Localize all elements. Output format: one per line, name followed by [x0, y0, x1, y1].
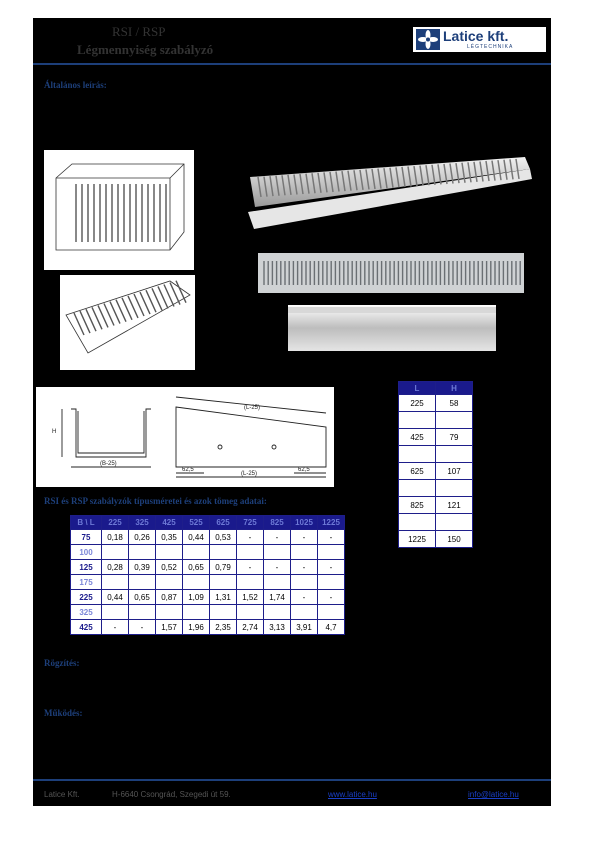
column-header-h: H — [436, 382, 473, 395]
table-cell — [156, 575, 183, 590]
table-row — [399, 429, 473, 446]
table-header-row — [399, 382, 473, 395]
table-cell — [210, 575, 237, 590]
footer-company: Latice Kft. — [44, 790, 80, 799]
table-cell — [183, 545, 210, 560]
table-cell: 0,79 — [210, 560, 237, 575]
table-cell: - — [291, 530, 318, 545]
table-row — [399, 463, 473, 480]
cell-empty — [436, 514, 473, 531]
footer-web-link[interactable]: www.latice.hu — [328, 790, 377, 799]
table-cell — [264, 575, 291, 590]
row-header: 125 — [71, 560, 102, 575]
table-cell — [264, 605, 291, 620]
table-cell: - — [291, 590, 318, 605]
table-cell: 2,74 — [237, 620, 264, 635]
table-cell: - — [237, 530, 264, 545]
table-cell: - — [318, 530, 345, 545]
column-header-l: L — [399, 382, 436, 395]
column-header: 525 — [183, 516, 210, 530]
cell-empty — [399, 446, 436, 463]
column-header: 1225 — [318, 516, 345, 530]
cell-l: 225 — [399, 395, 436, 412]
damper-photo-angled — [240, 157, 535, 235]
table-cell: - — [318, 590, 345, 605]
row-header: 425 — [71, 620, 102, 635]
page-title: RSI / RSP — [112, 24, 166, 39]
cell-empty — [399, 514, 436, 531]
table-header-row — [71, 516, 345, 530]
drawing-label-d1: 62,5 — [182, 467, 194, 473]
table-cell: - — [291, 560, 318, 575]
column-header: 425 — [156, 516, 183, 530]
drawing-label-l-bottom: (L-25) — [241, 471, 258, 477]
table-cell: 3,91 — [291, 620, 318, 635]
row-header: 325 — [71, 605, 102, 620]
table-row-empty — [399, 446, 473, 463]
damper-plate-drawing — [60, 275, 195, 370]
damper-box-drawing — [44, 150, 194, 270]
column-header: 1025 — [291, 516, 318, 530]
cell-empty — [399, 412, 436, 429]
table-cell: - — [237, 560, 264, 575]
row-header: 75 — [71, 530, 102, 545]
damper-photo-front — [258, 253, 524, 293]
table-cell: 0,26 — [129, 530, 156, 545]
footer-address: H-6640 Csongrád, Szegedi út 59. — [112, 790, 231, 799]
table-row — [71, 530, 345, 545]
drawing-label-h: H — [52, 429, 57, 435]
cell-l: 825 — [399, 497, 436, 514]
section-heading-general: Általános leírás: — [44, 80, 107, 90]
table-row-empty — [71, 605, 345, 620]
row-header: 175 — [71, 575, 102, 590]
table-cell — [129, 575, 156, 590]
table-cell — [102, 575, 129, 590]
table-cell: - — [264, 560, 291, 575]
logo-tagline: LÉGTECHNIKA — [467, 44, 514, 50]
table-cell: 1,52 — [237, 590, 264, 605]
table-cell: 0,44 — [183, 530, 210, 545]
table-cell — [156, 605, 183, 620]
cell-h: 58 — [436, 395, 473, 412]
cell-empty — [436, 446, 473, 463]
column-header: 325 — [129, 516, 156, 530]
section-heading-sizes: RSI és RSP szabályzók típusméretei és azok tömeg adatai: — [44, 496, 267, 506]
table-cell — [318, 575, 345, 590]
table-cell — [183, 575, 210, 590]
column-header: 225 — [102, 516, 129, 530]
table-cell: 0,28 — [102, 560, 129, 575]
table-cell: 0,39 — [129, 560, 156, 575]
table-cell: 0,53 — [210, 530, 237, 545]
cell-empty — [399, 480, 436, 497]
cell-l: 1225 — [399, 531, 436, 548]
table-cell — [291, 545, 318, 560]
table-row — [399, 497, 473, 514]
mass-table — [70, 515, 345, 635]
table-cell: 1,74 — [264, 590, 291, 605]
corner-header: B \ L — [71, 516, 102, 530]
row-header: 225 — [71, 590, 102, 605]
table-cell — [264, 545, 291, 560]
table-row — [71, 620, 345, 635]
table-row-empty — [399, 480, 473, 497]
cell-empty — [436, 412, 473, 429]
table-cell: 1,31 — [210, 590, 237, 605]
table-cell — [318, 605, 345, 620]
table-cell — [210, 605, 237, 620]
table-cell — [156, 545, 183, 560]
table-row — [399, 531, 473, 548]
table-cell — [129, 545, 156, 560]
footer-email-link[interactable]: info@latice.hu — [468, 790, 519, 799]
column-header: 825 — [264, 516, 291, 530]
table-row-empty — [71, 575, 345, 590]
cell-h: 107 — [436, 463, 473, 480]
cell-empty — [436, 480, 473, 497]
damper-photo-side — [288, 305, 496, 351]
table-cell: 0,87 — [156, 590, 183, 605]
drawing-label-d2: 62,5 — [298, 467, 310, 473]
length-height-table — [398, 381, 473, 548]
column-header: 725 — [237, 516, 264, 530]
company-logo — [413, 27, 546, 52]
table-cell — [291, 605, 318, 620]
table-cell — [237, 545, 264, 560]
table-cell: 4,7 — [318, 620, 345, 635]
table-cell — [210, 545, 237, 560]
table-cell: 1,57 — [156, 620, 183, 635]
table-row — [71, 560, 345, 575]
dimension-drawing — [36, 387, 334, 487]
table-cell — [183, 605, 210, 620]
table-cell: 0,65 — [129, 590, 156, 605]
footer-rule — [33, 779, 551, 781]
drawing-label-l-top: (L-25) — [244, 405, 261, 411]
table-cell: - — [129, 620, 156, 635]
cell-l: 425 — [399, 429, 436, 446]
drawing-label-b: (B-25) — [100, 461, 117, 467]
table-cell — [237, 575, 264, 590]
table-cell: 1,09 — [183, 590, 210, 605]
cell-h: 121 — [436, 497, 473, 514]
cell-h: 150 — [436, 531, 473, 548]
table-cell: 0,65 — [183, 560, 210, 575]
cell-h: 79 — [436, 429, 473, 446]
table-cell: 1,96 — [183, 620, 210, 635]
table-cell: 0,18 — [102, 530, 129, 545]
table-cell — [291, 575, 318, 590]
table-cell: 0,52 — [156, 560, 183, 575]
fan-icon — [416, 29, 440, 50]
table-cell — [237, 605, 264, 620]
section-heading-operation: Működés: — [44, 708, 83, 718]
table-cell: - — [102, 620, 129, 635]
table-row-empty — [399, 412, 473, 429]
table-row-empty — [399, 514, 473, 531]
table-cell — [102, 605, 129, 620]
table-cell — [129, 605, 156, 620]
logo-name: Latice kft. — [443, 28, 509, 44]
column-header: 625 — [210, 516, 237, 530]
row-header: 100 — [71, 545, 102, 560]
table-cell: 0,35 — [156, 530, 183, 545]
table-cell: 3,13 — [264, 620, 291, 635]
table-cell: - — [264, 530, 291, 545]
table-cell — [318, 545, 345, 560]
header-rule — [33, 63, 551, 65]
cell-l: 625 — [399, 463, 436, 480]
section-heading-fixing: Rögzítés: — [44, 658, 80, 668]
page-subtitle: Légmennyiség szabályzó — [77, 42, 214, 57]
table-row-empty — [71, 545, 345, 560]
table-cell: 2,35 — [210, 620, 237, 635]
table-cell: - — [318, 560, 345, 575]
table-cell — [102, 545, 129, 560]
table-cell: 0,44 — [102, 590, 129, 605]
table-row — [71, 590, 345, 605]
table-row — [399, 395, 473, 412]
